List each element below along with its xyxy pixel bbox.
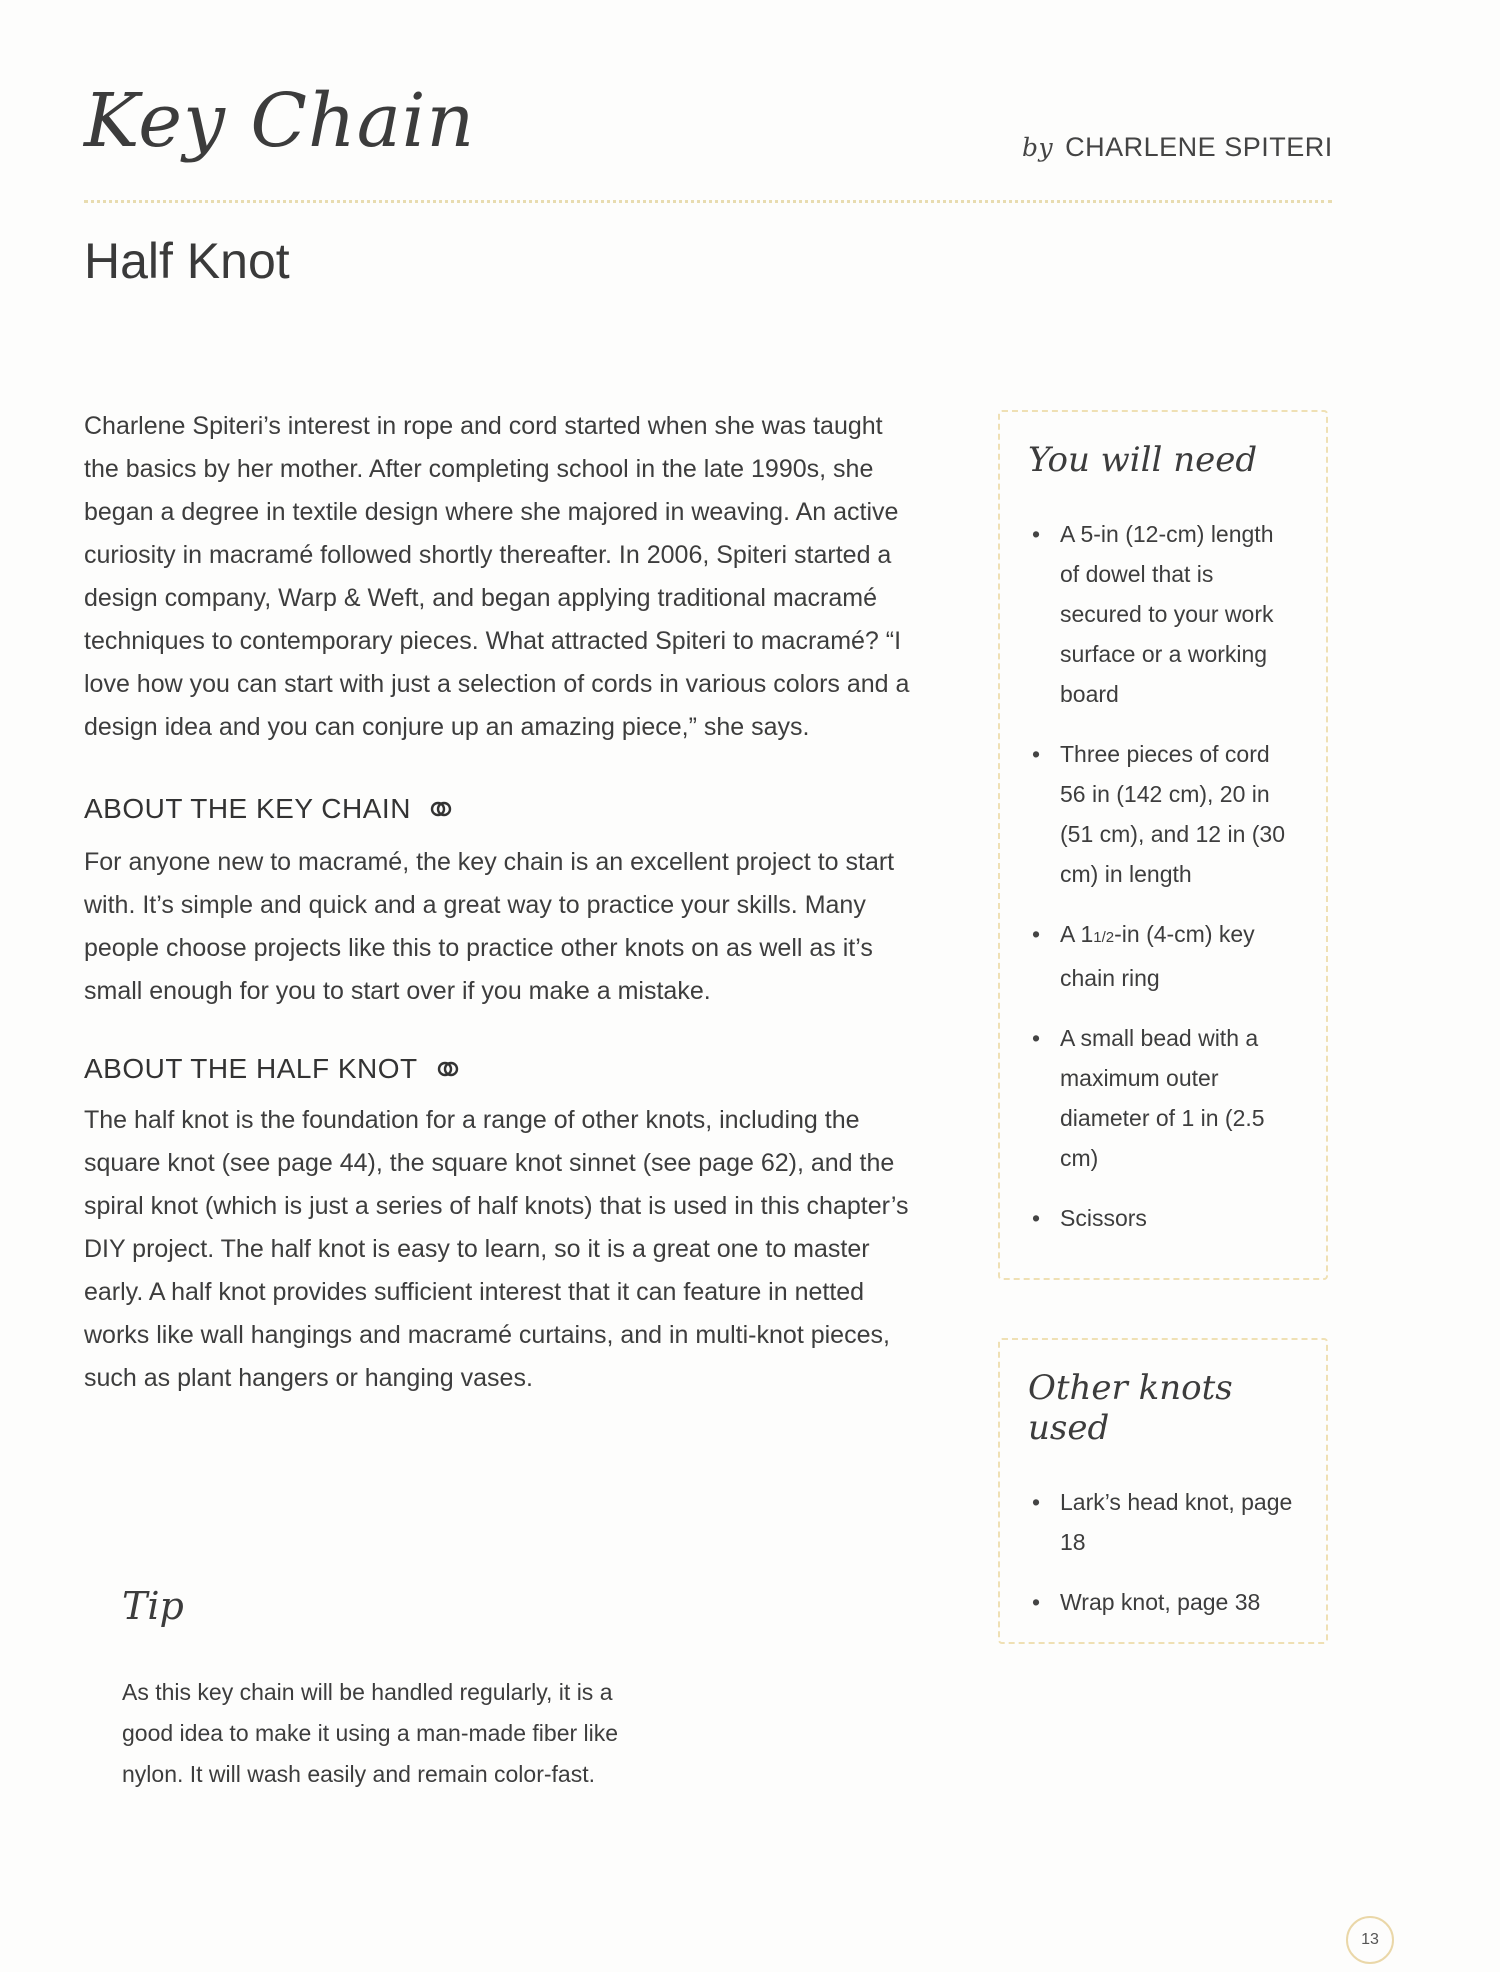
ring-text: -in (4-cm) key chain ring [1060, 921, 1255, 991]
list-item: • Scissors [1028, 1198, 1298, 1238]
author-name: CHARLENE SPITERI [1065, 132, 1333, 162]
section-body-half-knot: The half knot is the foundation for a range of other knots, including the square knot (see page 44), the square knot sinnet (see page 62), and the spiral knot (which is just a series of half knots) that is used in this chapter’s DIY project. The half knot is easy to learn, so it is a great one to master early. A half knot provides sufficient interest that it can feature in netted works like wall hangings and macramé curtains, and in multi-knot pieces, such as plant hangers or hanging vases. [84, 1106, 909, 1392]
page-subtitle: Half Knot [84, 233, 290, 289]
page-title: Key Chain [84, 78, 476, 164]
other-knots-list [1028, 1482, 1298, 1622]
list-item: • Lark’s head knot, page 18 [1028, 1482, 1298, 1562]
tip-body: As this key chain will be handled regularly, it is a good idea to make it using a man-made fiber like nylon. It will wash easily and remain color-fast. [122, 1679, 619, 1787]
you-will-need-box [998, 410, 1328, 1280]
list-item: • Three pieces of cord 56 in (142 cm), 20 in (51 cm), and 12 in (30 cm) in length [1028, 734, 1298, 894]
list-item: • A 5-in (12-cm) length of dowel that is secured to your work surface or a working board [1028, 514, 1298, 714]
materials-list [1028, 514, 1298, 1238]
list-item [1028, 914, 1298, 998]
list-item: • A small bead with a maximum outer diameter of 1 in (2.5 cm) [1028, 1018, 1298, 1178]
section-heading-label: ABOUT THE HALF KNOT [84, 1053, 418, 1084]
knot-icon [429, 797, 453, 821]
byline [1022, 132, 1333, 163]
other-knots-title: Other knots used [1028, 1368, 1233, 1448]
tip-title: Tip [122, 1584, 184, 1628]
you-will-need-title: You will need [1028, 440, 1258, 480]
ring-fraction: 1/2 [1093, 929, 1115, 946]
ring-prefix: A 1 [1060, 921, 1094, 947]
intro-paragraph: Charlene Spiteri’s interest in rope and cord started when she was taught the basics by her mother. After completing school in the late 1990s, she began a degree in textile design where she majored in weaving. An active curiosity in macramé followed shortly thereafter. In 2006, Spiteri started a design company, Warp & Weft, and began applying traditional macramé techniques to contemporary pieces. What attracted Spiteri to macramé? “I love how you can start with just a selection of cords in various colors and a design idea and you can conjure up an amazing piece,” she says. [84, 412, 910, 741]
header-divider [84, 200, 1332, 203]
section-body-key-chain: For anyone new to macramé, the key chain is an excellent project to start with. It’s simple and quick and a great way to practice your skills. Many people choose projects like this to practice other knots on as well as it’s small enough for you to start over if you make a mistake. [84, 848, 895, 1005]
page-number-badge: 13 [1346, 1916, 1394, 1964]
knot-icon [436, 1057, 460, 1081]
byline-by: by [1022, 133, 1054, 162]
other-knots-box [998, 1338, 1328, 1644]
section-heading-half-knot [84, 1053, 460, 1085]
list-item: • Wrap knot, page 38 [1028, 1582, 1298, 1622]
section-heading-label: ABOUT THE KEY CHAIN [84, 793, 411, 824]
section-heading-key-chain [84, 793, 453, 825]
